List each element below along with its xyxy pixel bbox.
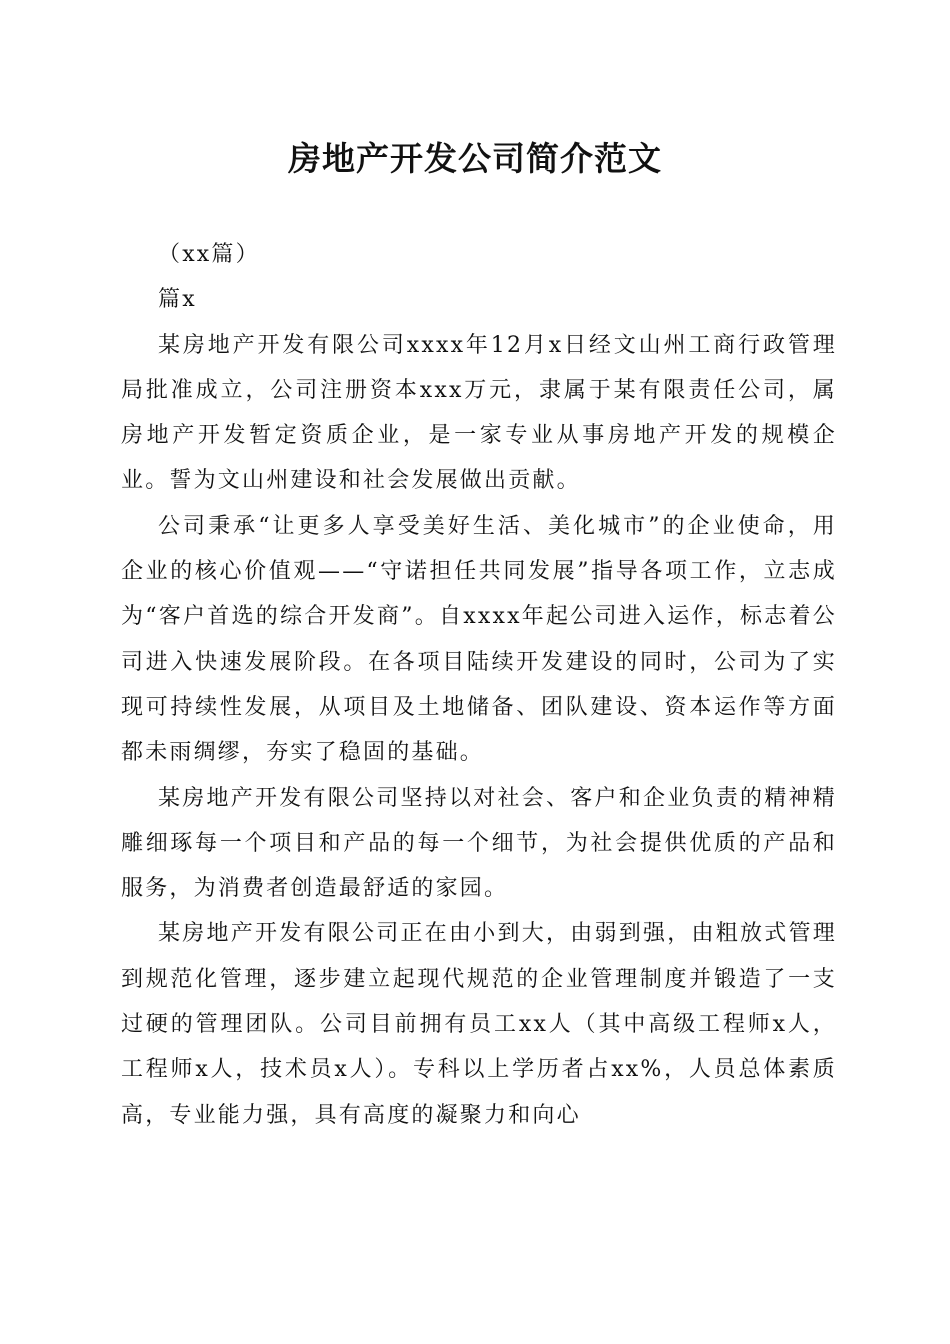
paragraph-section-label: 篇x — [158, 287, 197, 313]
paragraph-count-note: （xx篇） — [158, 242, 260, 267]
paragraph-company-responsibility: 某房地产开发有限公司坚持以对社会、客户和企业负责的精神精雕细琢每一个项目和产品的每一个细节，为社会提供优质的产品和服务，为消费者创造最舒适的家园。 — [121, 785, 837, 902]
paragraph-company-mission: 公司秉承“让更多人享受美好生活、美化城市”的企业使命，用企业的核心价值观——“守诺担任共同发展”指导各项工作，立志成为“客户首选的综合开发商”。自xxxx年起公司进入运作，标志着公司进入快速发展阶段。在各项目陆续开发建设的同时，公司为了实现可持续性发展，从项目及土地储备、团队建设、资本运作等方面都未雨绸缪，夯实了稳固的基础。 — [121, 513, 837, 766]
paragraph-company-management: 某房地产开发有限公司正在由小到大，由弱到强，由粗放式管理到规范化管理，逐步建立起现代规范的企业管理制度并锻造了一支过硬的管理团队。公司目前拥有员工xx人（其中高级工程师x人，工程师x人，技术员x人）。专科以上学历者占xx%，人员总体素质高，专业能力强，具有高度的凝聚力和向心 — [121, 921, 837, 1128]
paragraph-company-founding: 某房地产开发有限公司xxxx年12月x日经文山州工商行政管理局批准成立，公司注册资本xxx万元，隶属于某有限责任公司，属房地产开发暂定资质企业，是一家专业从事房地产开发的规模企业。誓为文山州建设和社会发展做出贡献。 — [121, 332, 837, 494]
document-body — [121, 232, 837, 1138]
document-title: 房地产开发公司简介范文 — [288, 139, 662, 178]
